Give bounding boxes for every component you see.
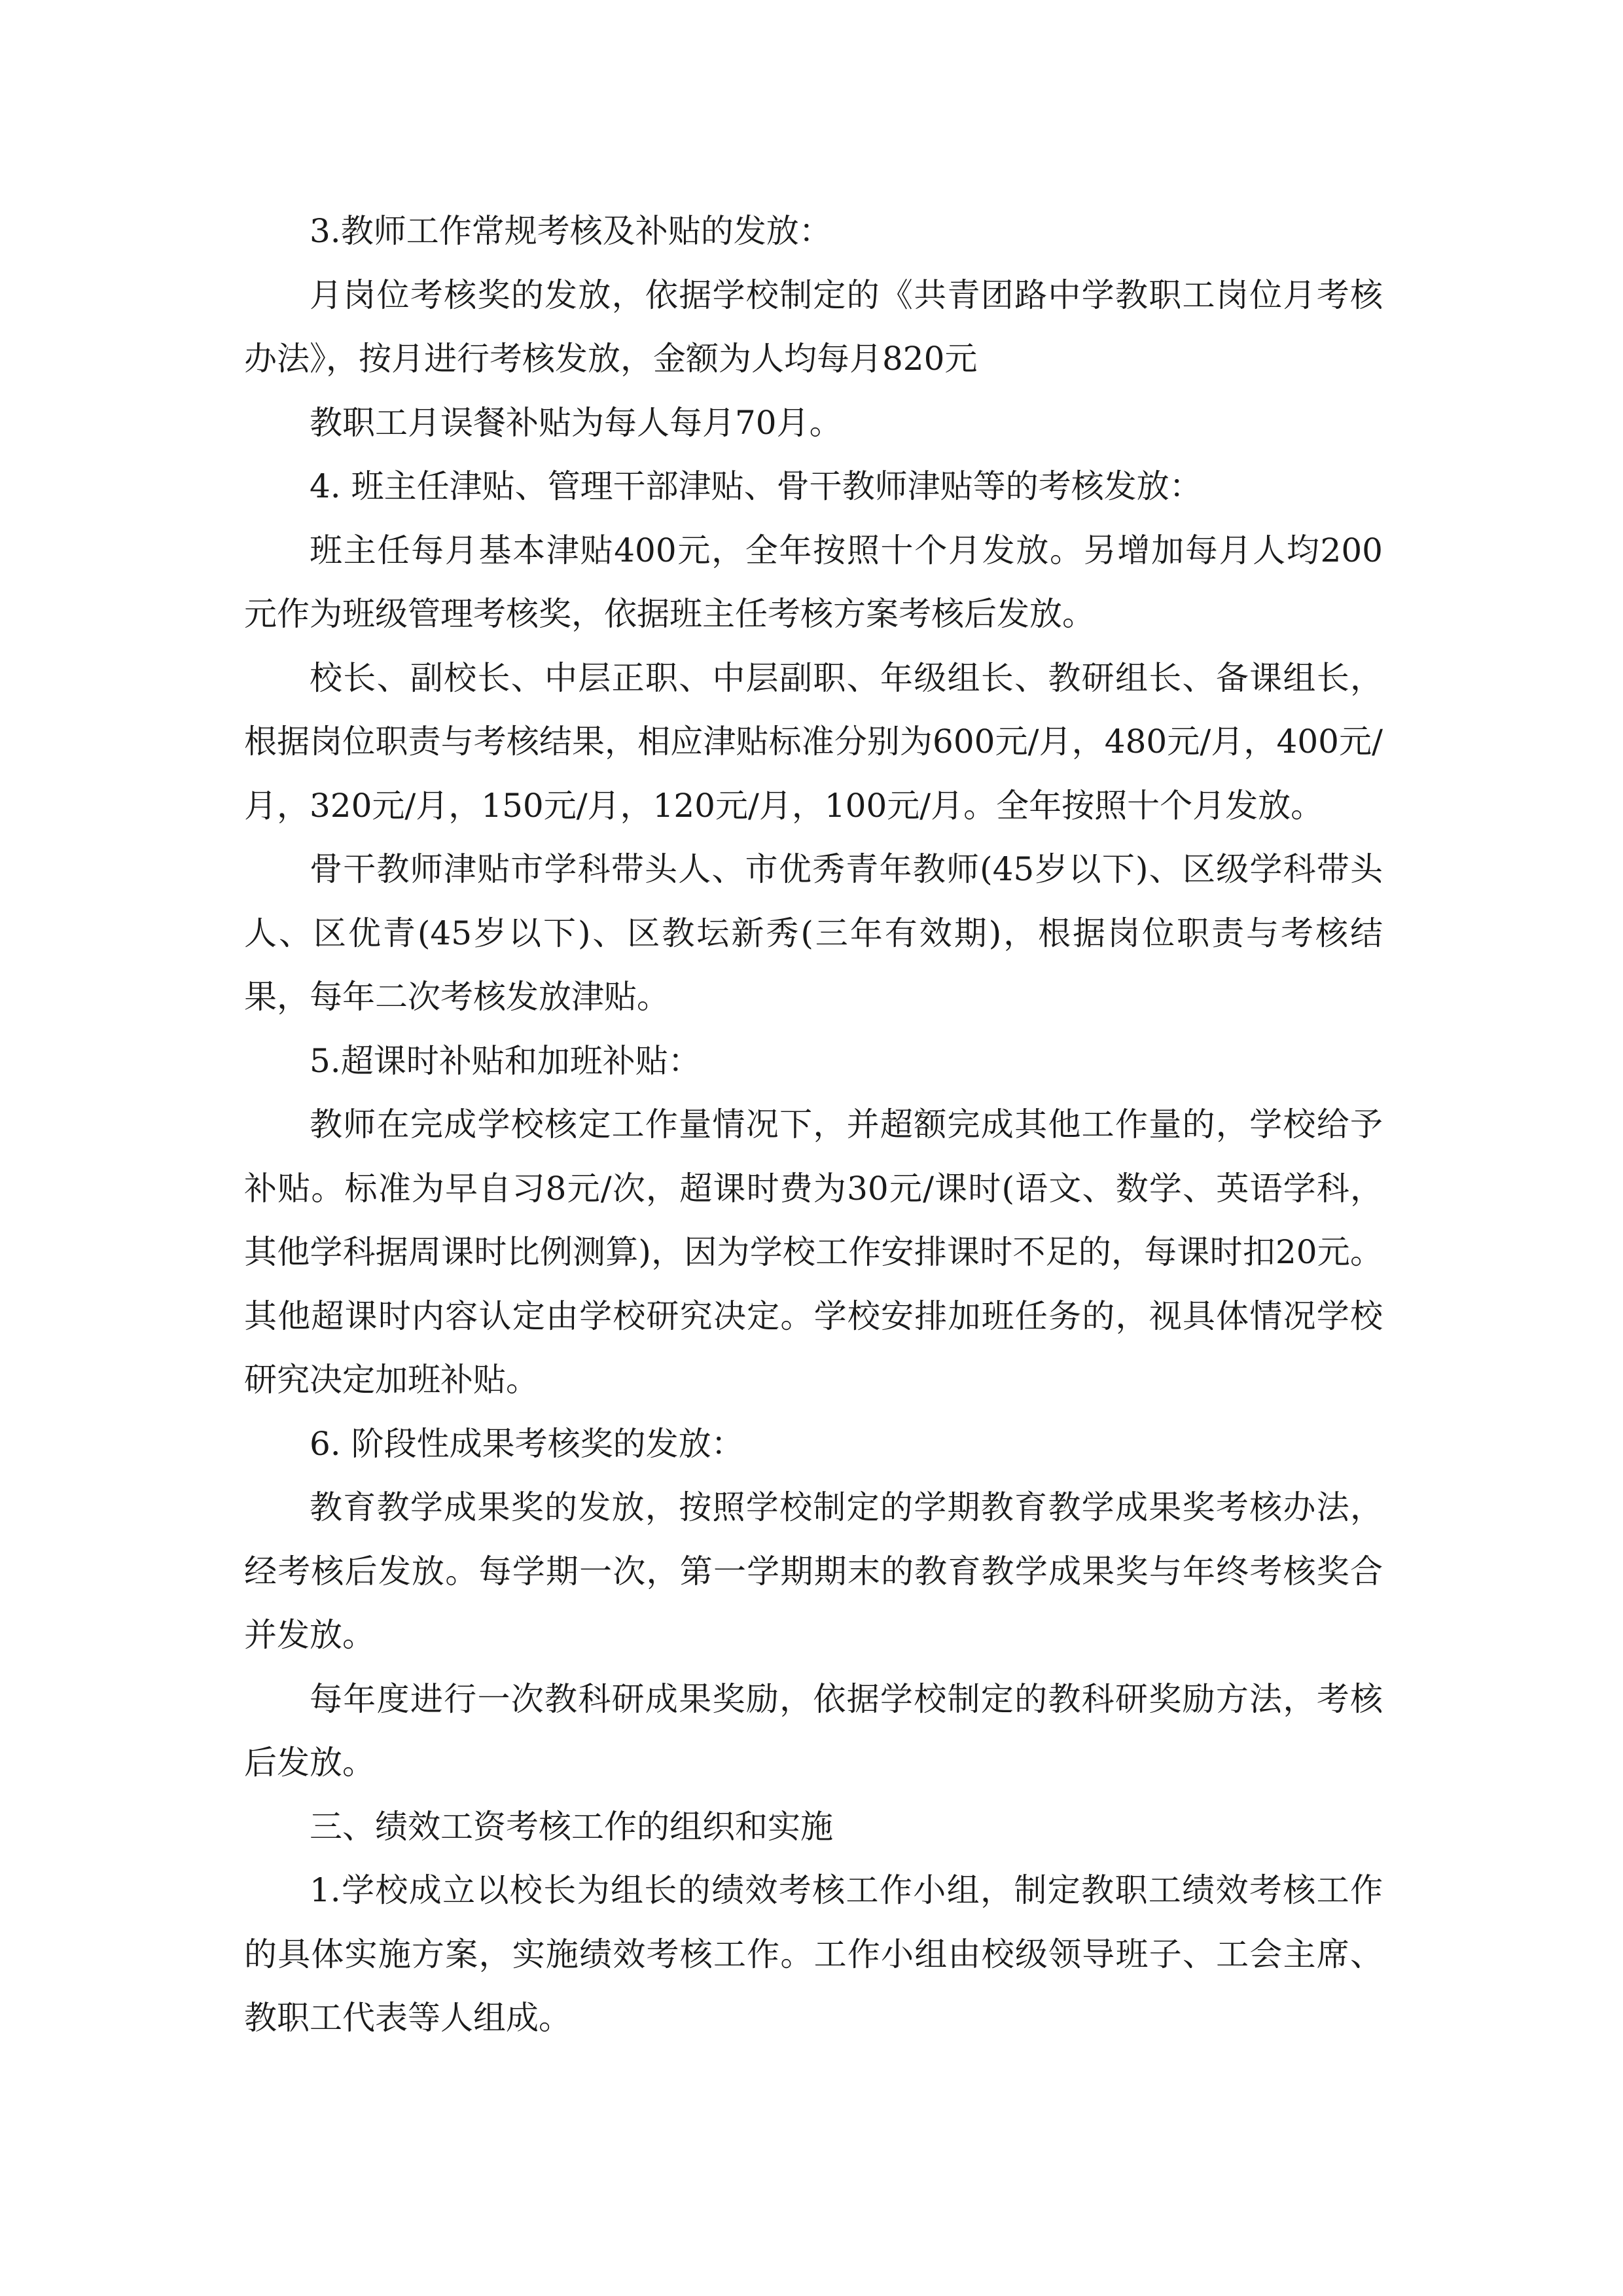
paragraph-key-teacher-allowance: 骨干教师津贴市学科带头人、市优秀青年教师(45岁以下)、区级学科带头人、区优青(45岁以下)、区教坛新秀(三年有效期)，根据岗位职责与考核结果，每年二次考核发放津贴。 — [244, 850, 1383, 1016]
heading-section-three: 三、绩效工资考核工作的组织和实施 — [310, 1807, 833, 1846]
heading-allowance-assessment: 4. 班主任津贴、管理干部津贴、骨干教师津贴等的考核发放： — [310, 467, 1202, 505]
paragraph-overtime-subsidy: 教师在完成学校核定工作量情况下，并超额完成其他工作量的，学校给予补贴。标准为早自习8元/次，超课时费为30元/课时(语文、数学、英语学科，其他学科据周课时比例测算)，因为学校工作安排课时不足的，每课时扣20元。其他超课时内容认定由学校研究决定。学校安排加班任务的，视具体情况学校研究决定加班补贴。 — [244, 1105, 1383, 1399]
heading-phase-achievement-award: 6. 阶段性成果考核奖的发放： — [310, 1424, 744, 1463]
paragraph-monthly-post-assessment: 月岗位考核奖的发放，依据学校制定的《共青团路中学教职工岗位月考核办法》，按月进行考核发放，金额为人均每月820元 — [244, 276, 1383, 378]
paragraph-research-award: 每年度进行一次教科研成果奖励，依据学校制定的教科研奖励方法，考核后发放。 — [244, 1679, 1383, 1782]
paragraph-teaching-achievement-award: 教育教学成果奖的发放，按照学校制定的学期教育教学成果奖考核办法，经考核后发放。每学期一次，第一学期期末的教育教学成果奖与年终考核奖合并发放。 — [244, 1488, 1383, 1654]
paragraph-management-allowance: 校长、副校长、中层正职、中层副职、年级组长、教研组长、备课组长，根据岗位职责与考核结果，相应津贴标准分别为600元/月，480元/月，400元/月，320元/月，150元/月，120元/月，100元/月。全年按照十个月发放。 — [244, 658, 1383, 825]
paragraph-assessment-group: 1.学校成立以校长为组长的绩效考核工作小组，制定教职工绩效考核工作的具体实施方案，实施绩效考核工作。工作小组由校级领导班子、工会主席、教职工代表等人组成。 — [244, 1871, 1383, 2037]
heading-overtime-subsidy: 5.超课时补贴和加班补贴： — [310, 1041, 701, 1080]
document-body — [244, 200, 1383, 2051]
heading-teacher-routine-assessment: 3.教师工作常规考核及补贴的发放： — [310, 212, 832, 250]
paragraph-head-teacher-allowance: 班主任每月基本津贴400元，全年按照十个月发放。另增加每月人均200元作为班级管理考核奖，依据班主任考核方案考核后发放。 — [244, 531, 1383, 633]
paragraph-meal-subsidy: 教职工月误餐补贴为每人每月70月。 — [310, 403, 842, 442]
